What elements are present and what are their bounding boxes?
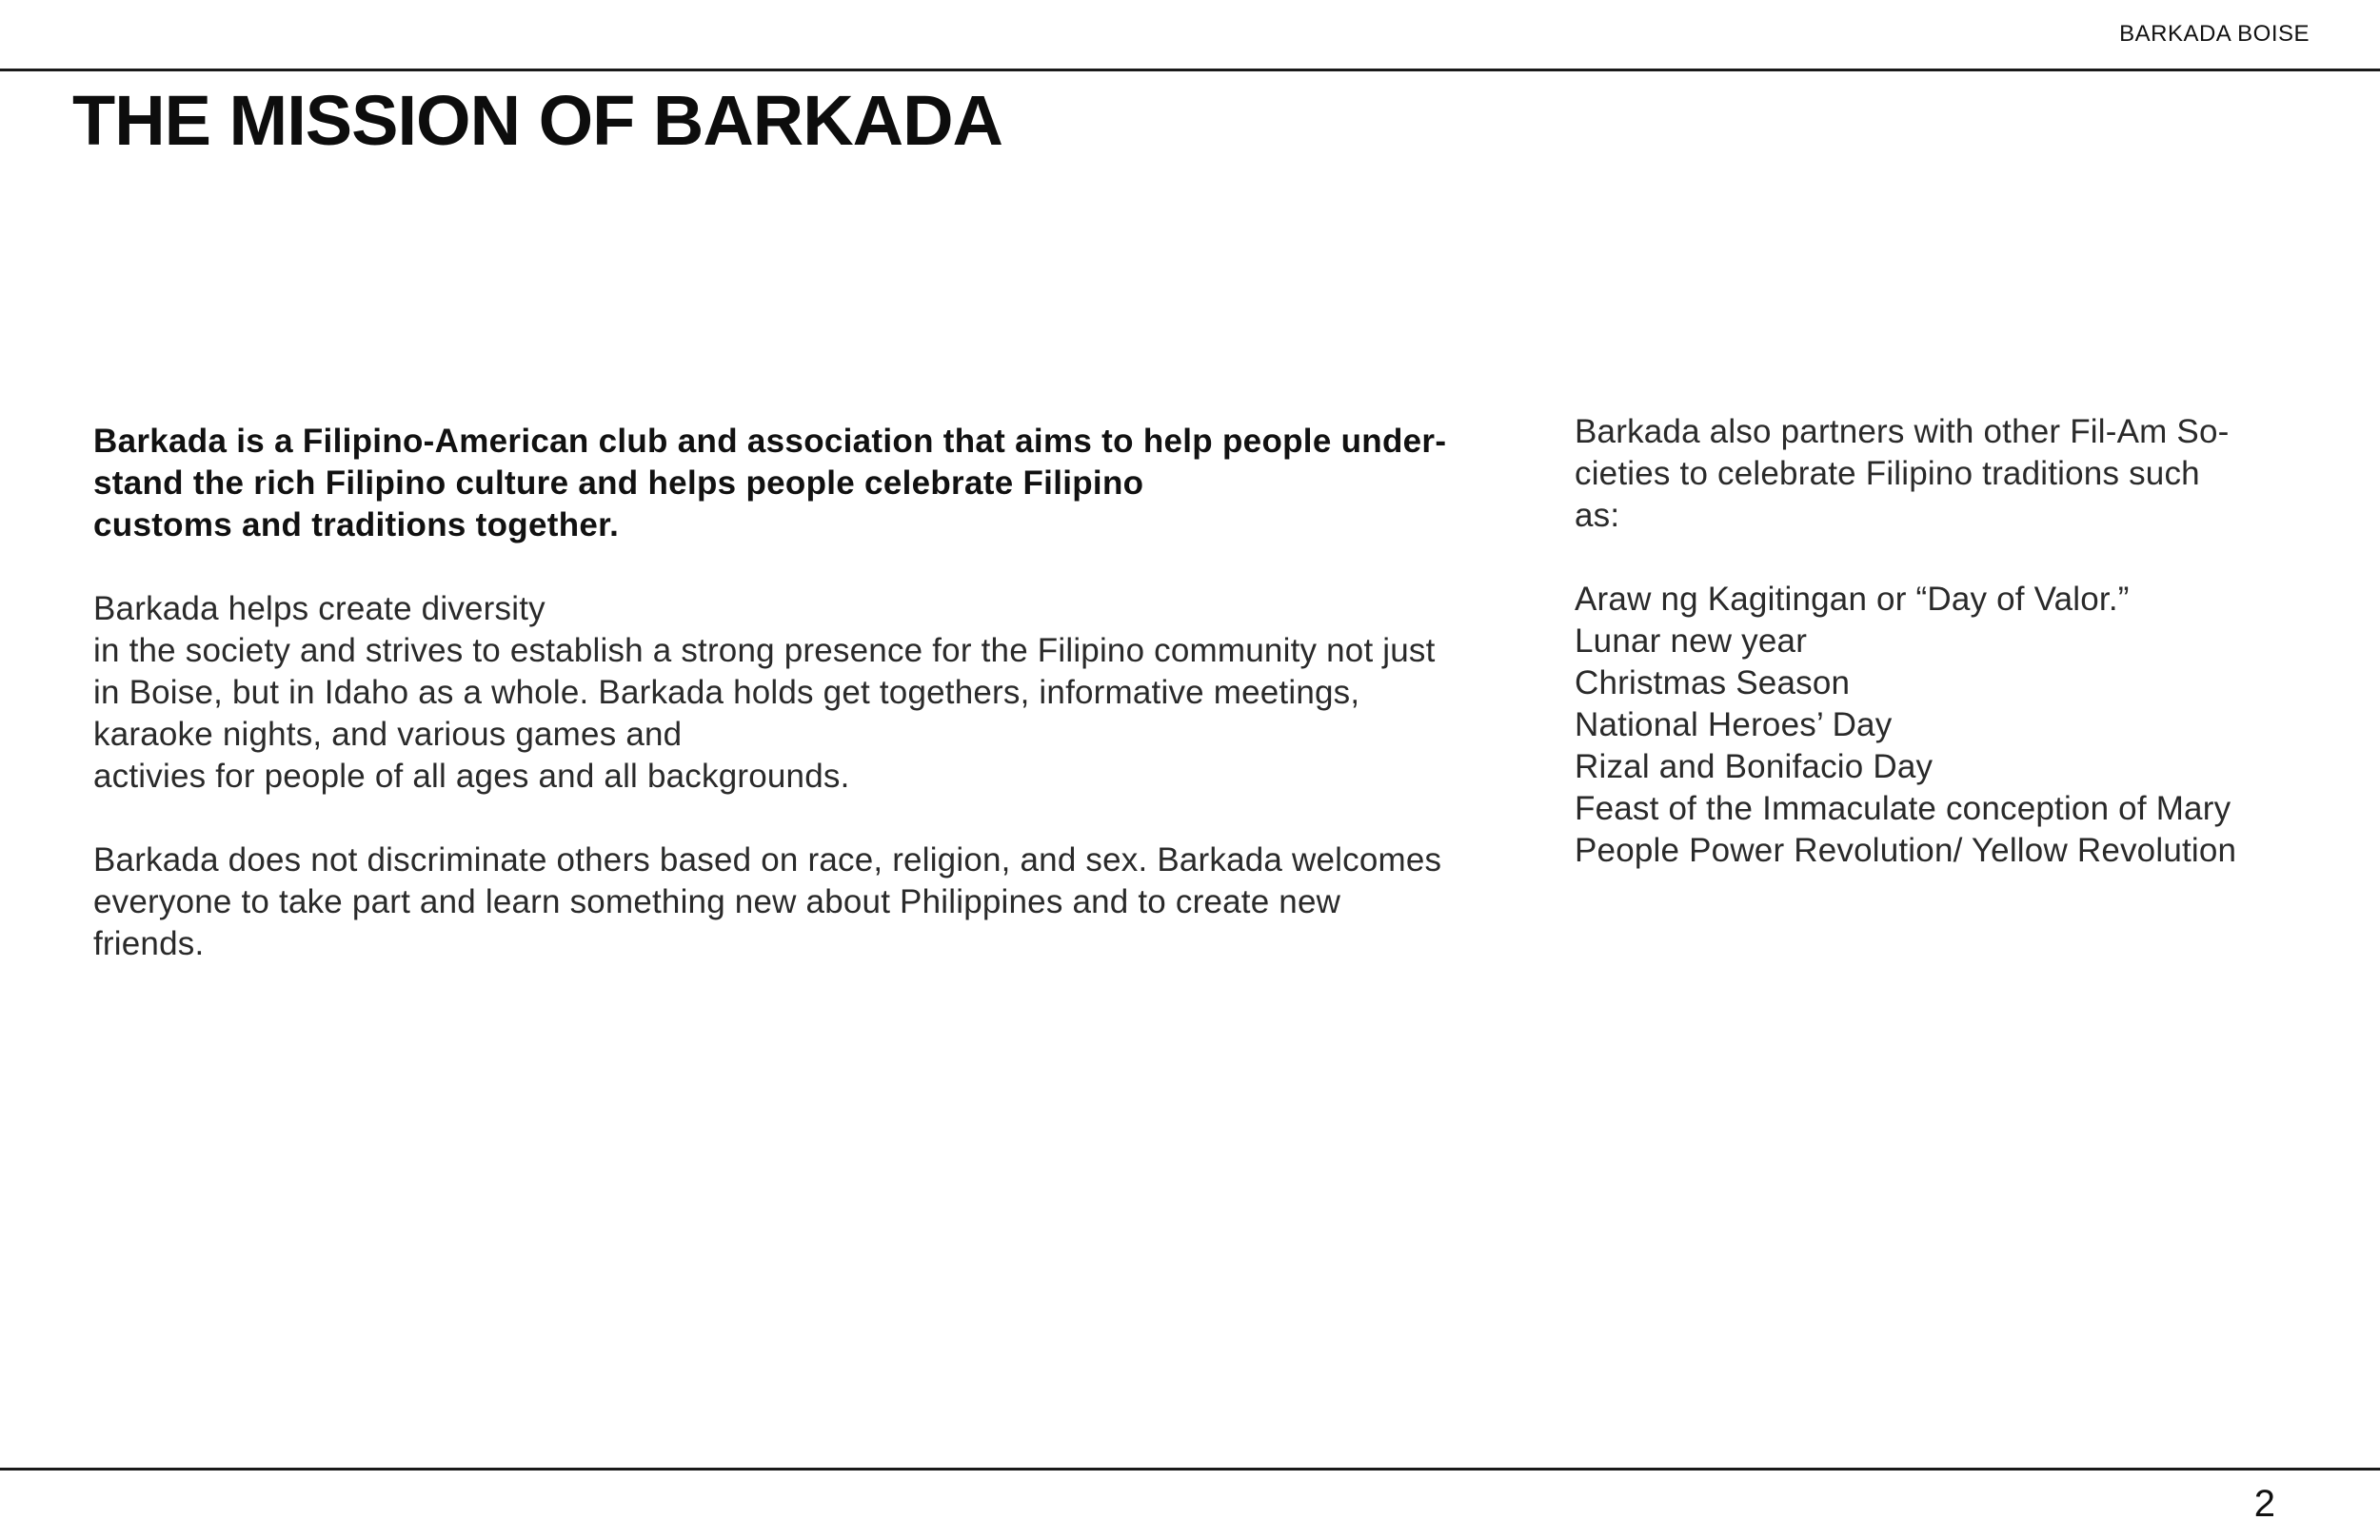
traditions-list: [1575, 579, 2260, 872]
partners-line: cieties to celebrate Filipino traditions such: [1575, 455, 2200, 492]
partners-line: as:: [1575, 497, 1620, 534]
intro-line: customs and traditions together.: [93, 506, 620, 543]
header-divider: [0, 69, 2380, 71]
page-number: 2: [2253, 1483, 2275, 1525]
header-label: BARKADA BOISE: [2119, 21, 2310, 47]
right-column: [1575, 411, 2260, 872]
diversity-line: in Boise, but in Idaho as a whole. Barkada holds get togethers, informative meetings,: [93, 674, 1360, 711]
intro-line: stand the rich Filipino culture and helps people celebrate Filipino: [93, 464, 1144, 502]
tradition-item: Feast of the Immaculate conception of Mary: [1575, 790, 2231, 827]
inclusion-paragraph: [93, 839, 1474, 965]
diversity-line: karaoke nights, and various games and: [93, 716, 683, 753]
tradition-item: Lunar new year: [1575, 622, 1808, 660]
page-title: THE MISSION OF BARKADA: [72, 81, 1002, 160]
diversity-paragraph: [93, 588, 1474, 798]
left-column: [93, 421, 1474, 1007]
tradition-item: People Power Revolution/ Yellow Revolution: [1575, 832, 2237, 869]
diversity-line: Barkada helps create diversity: [93, 590, 545, 627]
diversity-line: activies for people of all ages and all backgrounds.: [93, 758, 850, 795]
tradition-item: Rizal and Bonifacio Day: [1575, 748, 1934, 785]
intro-paragraph: [93, 421, 1474, 546]
intro-line: Barkada is a Filipino-American club and association that aims to help people under-: [93, 423, 1447, 460]
inclusion-line: friends.: [93, 925, 205, 962]
inclusion-line: everyone to take part and learn something new about Philippines and to create new: [93, 883, 1341, 920]
tradition-item: Araw ng Kagitingan or “Day of Valor.”: [1575, 581, 2130, 618]
diversity-line: in the society and strives to establish a strong presence for the Filipino community not just: [93, 632, 1436, 669]
footer-divider: [0, 1468, 2380, 1471]
inclusion-line: Barkada does not discriminate others based on race, religion, and sex. Barkada welcomes: [93, 841, 1442, 879]
partners-line: Barkada also partners with other Fil-Am So-: [1575, 413, 2230, 450]
tradition-item: National Heroes’ Day: [1575, 706, 1893, 743]
tradition-item: Christmas Season: [1575, 664, 1851, 701]
partners-paragraph: [1575, 411, 2260, 537]
